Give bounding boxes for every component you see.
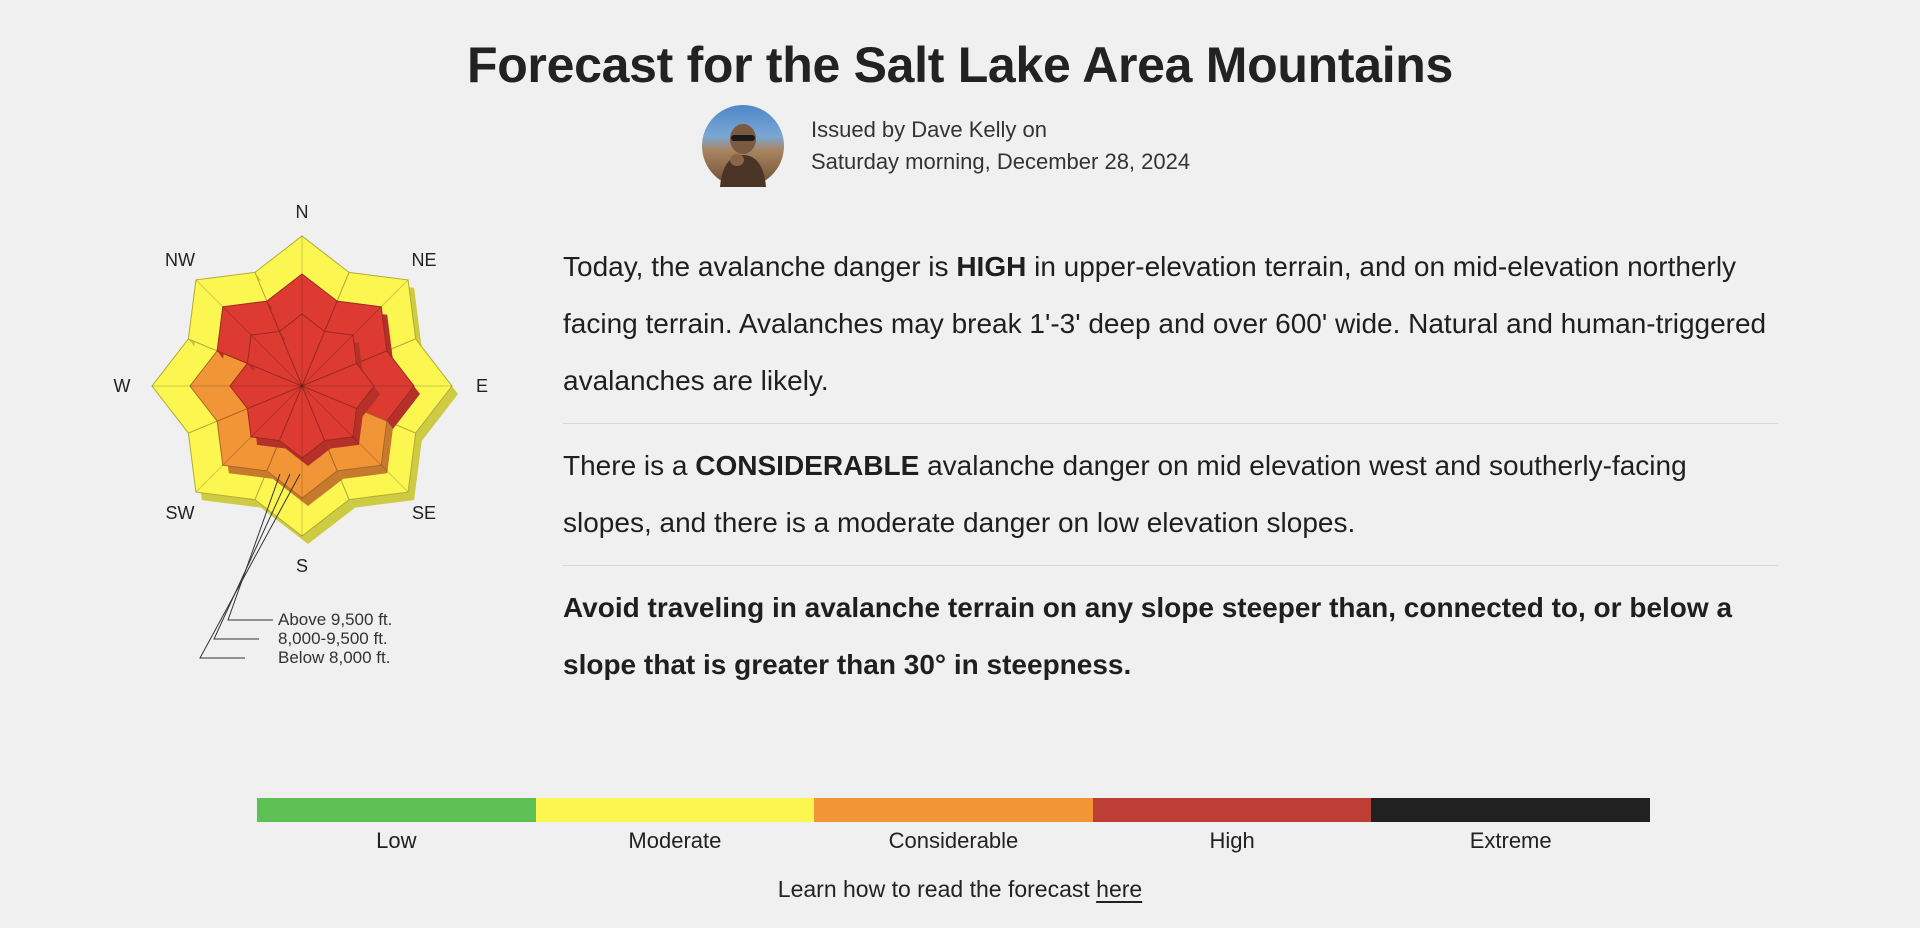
rose-label-s: S (295, 556, 309, 576)
scale-label-considerable: Considerable (888, 828, 1019, 853)
rose-label-nw: NW (165, 250, 195, 270)
scale-bar-low (257, 798, 536, 822)
issued-author-line: Issued by Dave Kelly on (811, 117, 1048, 142)
bottom-line (563, 238, 1778, 693)
scale-considerable (814, 798, 1093, 854)
divider (563, 423, 1778, 424)
scale-bar-extreme (1371, 798, 1650, 822)
danger-scale (257, 798, 1650, 854)
summary-paragraph-1: Today, the avalanche danger is HIGH in upper-elevation terrain, and on mid-elevation northerly facing terrain. Avalanches may break 1'-3' deep and over 600' wide. Natural and human-triggered avalanches are likely. (563, 251, 1767, 396)
scale-label-extreme: Extreme (1469, 828, 1552, 853)
scale-extreme (1371, 798, 1650, 854)
rose-legend-label: Above 9,500 ft. (278, 610, 393, 629)
scale-bar-moderate (536, 798, 815, 822)
divider (563, 565, 1778, 566)
danger-considerable-label: CONSIDERABLE (695, 450, 920, 481)
avatar[interactable] (702, 105, 784, 187)
scale-label-low: Low (376, 828, 417, 853)
issued-date-line: Saturday morning, December 28, 2024 (811, 149, 1191, 174)
learn-forecast: Learn how to read the forecast here (777, 876, 1143, 902)
rose-label-e: E (475, 376, 489, 396)
rose-label-w: W (113, 376, 131, 396)
page-title: Forecast for the Salt Lake Area Mountains (466, 37, 1454, 93)
scale-label-moderate: Moderate (628, 828, 722, 853)
summary-paragraph-2: There is a CONSIDERABLE avalanche danger on mid elevation west and southerly-facing slopes, and there is a moderate danger on low elevation slopes. (563, 450, 1687, 538)
rose-label-sw: SW (165, 503, 195, 523)
danger-rose-chart (90, 202, 510, 680)
scale-high (1093, 798, 1372, 854)
scale-low (257, 798, 536, 854)
learn-here-link[interactable]: here (1096, 876, 1143, 902)
danger-high-label: HIGH (956, 251, 1027, 282)
rose-label-ne: NE (411, 250, 437, 270)
travel-advice: Avoid traveling in avalanche terrain on any slope steeper than, connected to, or below a slope that is greater than 30° in steepness. (563, 592, 1733, 680)
rose-legend-label: 8,000-9,500 ft. (278, 629, 388, 648)
scale-label-high: High (1209, 828, 1255, 853)
rose-label-se: SE (411, 503, 437, 523)
scale-moderate (536, 798, 815, 854)
rose-legend-label: Below 8,000 ft. (278, 648, 391, 667)
scale-bar-considerable (814, 798, 1093, 822)
danger-rose (90, 202, 510, 680)
scale-bar-high (1093, 798, 1372, 822)
issued-by (702, 105, 1190, 187)
rose-label-n: N (295, 202, 309, 222)
